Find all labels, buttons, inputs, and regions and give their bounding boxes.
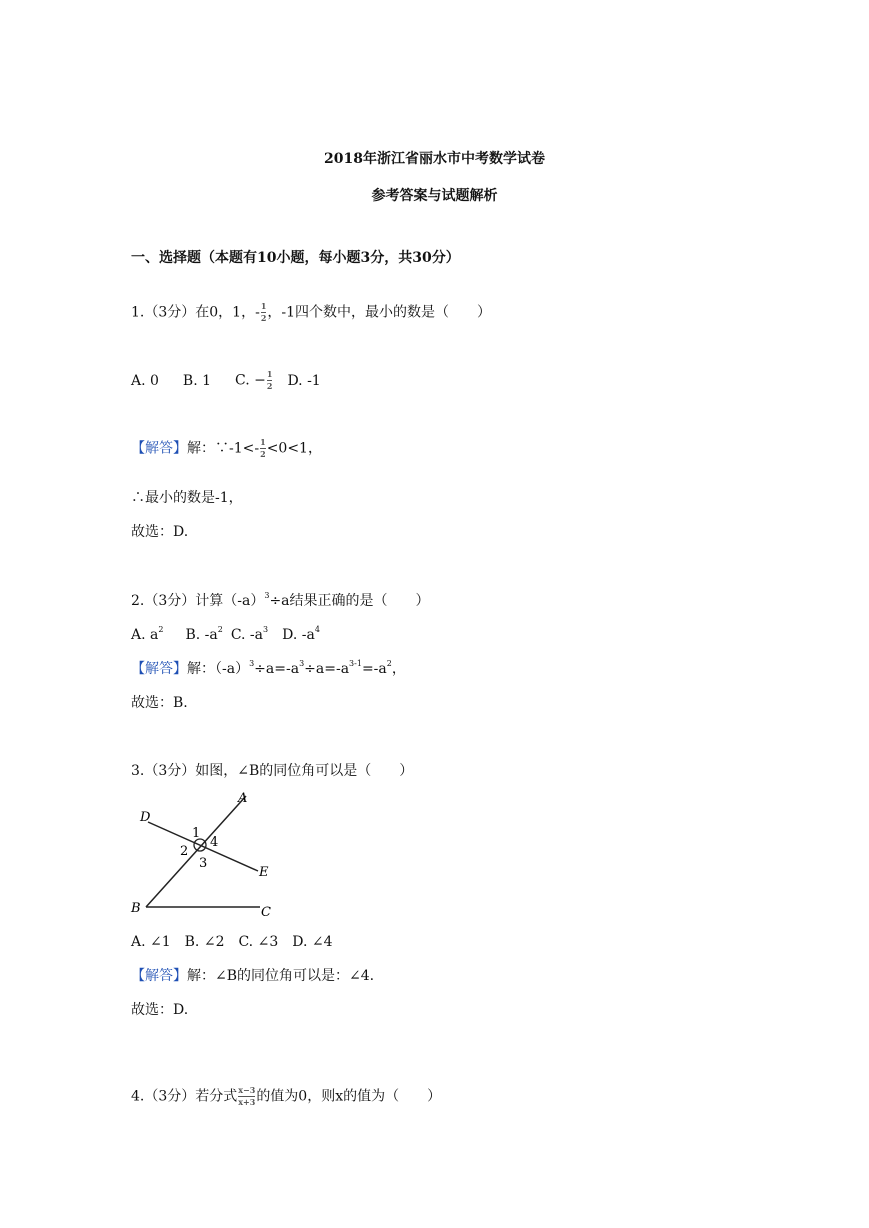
q1-fraction-num: 1 [260,301,267,311]
q1-stem-post: ，-1四个数中，最小的数是（ ） [267,304,492,321]
question-1-options [131,370,321,391]
label-C: C [261,905,271,920]
q2-answer-exp3: 3-1 [349,659,362,668]
label-D: D [140,810,151,825]
q1-answer-num: 1 [260,437,266,447]
q1-fraction-den: 2 [260,313,267,323]
q2-answer-exp1: 3 [249,659,255,668]
section-heading: 一、选择题（本题有10小题，每小题3分，共30分） [131,250,460,266]
q1-option-c-den: 2 [266,381,273,391]
q2-option-a-text: A. a [131,627,159,643]
line-BA [146,796,246,907]
q2-answer-part5: ， [391,661,406,677]
q4-stem-pre: 4.（3分）若分式 [131,1088,238,1105]
q1-option-c [235,370,273,391]
q1-option-b: B. 1 [182,372,212,389]
question-3-stem: 3.（3分）如图，∠B的同位角可以是（ ） [131,763,414,779]
question-2-stem [131,592,430,610]
document-subtitle: 参考答案与试题解析 [371,188,498,204]
q1-choice: 故选：D. [131,524,189,540]
question-2-options [131,626,320,644]
q1-answer-pre: 解：∵-1<- [187,440,260,457]
label-A: A [238,791,248,806]
q1-stem-pre: 1.（3分）在0，1，- [131,304,260,321]
q1-fraction [261,302,267,323]
question-1-stem [131,302,491,323]
q2-option-b-exp: 2 [217,625,223,634]
q1-answer-fraction [260,438,266,459]
q2-option-d-text: D. -a [282,627,315,643]
q2-answer-part1: 解：（-a） [187,661,250,677]
q2-answer [131,660,406,678]
q2-answer-exp4: 2 [386,659,392,668]
angle-label-3: 3 [199,856,208,871]
q1-option-c-fraction [267,370,273,391]
q3-figure [128,784,288,924]
q3-choice: 故选：D. [131,1002,189,1018]
q2-answer-tag: 【解答】 [131,661,187,677]
q2-answer-part4: =-a [361,661,387,677]
q2-answer-part3: ÷a=-a [304,661,350,677]
q1-option-c-label: C. − [235,372,266,389]
label-E: E [259,865,269,880]
q2-option-b [185,627,222,643]
q1-answer-den: 2 [260,449,266,459]
angle-label-1: 1 [192,826,201,841]
q2-choice: 故选：B. [131,695,188,711]
q2-answer-exp2: 3 [299,659,305,668]
q2-stem-post: ÷a结果正确的是（ ） [269,593,430,609]
q3-options: A. ∠1 B. ∠2 C. ∠3 D. ∠4 [131,934,333,950]
q1-answer [131,438,322,459]
q1-answer-post: <0<1， [266,440,322,457]
q2-option-c-exp: 3 [263,625,269,634]
q3-answer [131,967,374,985]
q1-answer-line2: ∴最小的数是-1， [131,490,243,506]
q2-option-a [131,627,163,643]
q1-option-a: A. 0 [131,372,159,389]
q2-option-a-exp: 2 [158,625,164,634]
document-title: 2018年浙江省丽水市中考数学试卷 [324,151,545,167]
q2-answer-part2: ÷a=-a [254,661,300,677]
q2-option-d-exp: 4 [314,625,320,634]
q1-option-c-num: 1 [266,369,273,379]
q2-stem-pre: 2.（3分）计算（-a） [131,593,265,609]
q3-answer-tag: 【解答】 [131,968,187,984]
q2-option-c [231,627,268,643]
q4-fraction-den: x+3 [238,1097,256,1107]
label-B: B [131,901,141,916]
q4-stem-post: 的值为0，则x的值为（ ） [256,1088,442,1105]
q2-option-c-text: C. -a [230,627,264,643]
q4-fraction [238,1086,255,1107]
question-4-stem [131,1086,441,1107]
angle-label-2: 2 [180,844,189,859]
q1-answer-tag: 【解答】 [131,440,187,457]
q2-stem-exp: 3 [264,591,270,600]
angle-label-4: 4 [210,835,219,850]
q4-fraction-num: x−3 [238,1085,256,1095]
q2-option-b-text: B. -a [185,627,218,643]
q2-option-d [282,627,320,643]
q3-answer-text: 解：∠B的同位角可以是：∠4. [187,968,375,984]
q1-option-d: D. -1 [287,372,321,389]
